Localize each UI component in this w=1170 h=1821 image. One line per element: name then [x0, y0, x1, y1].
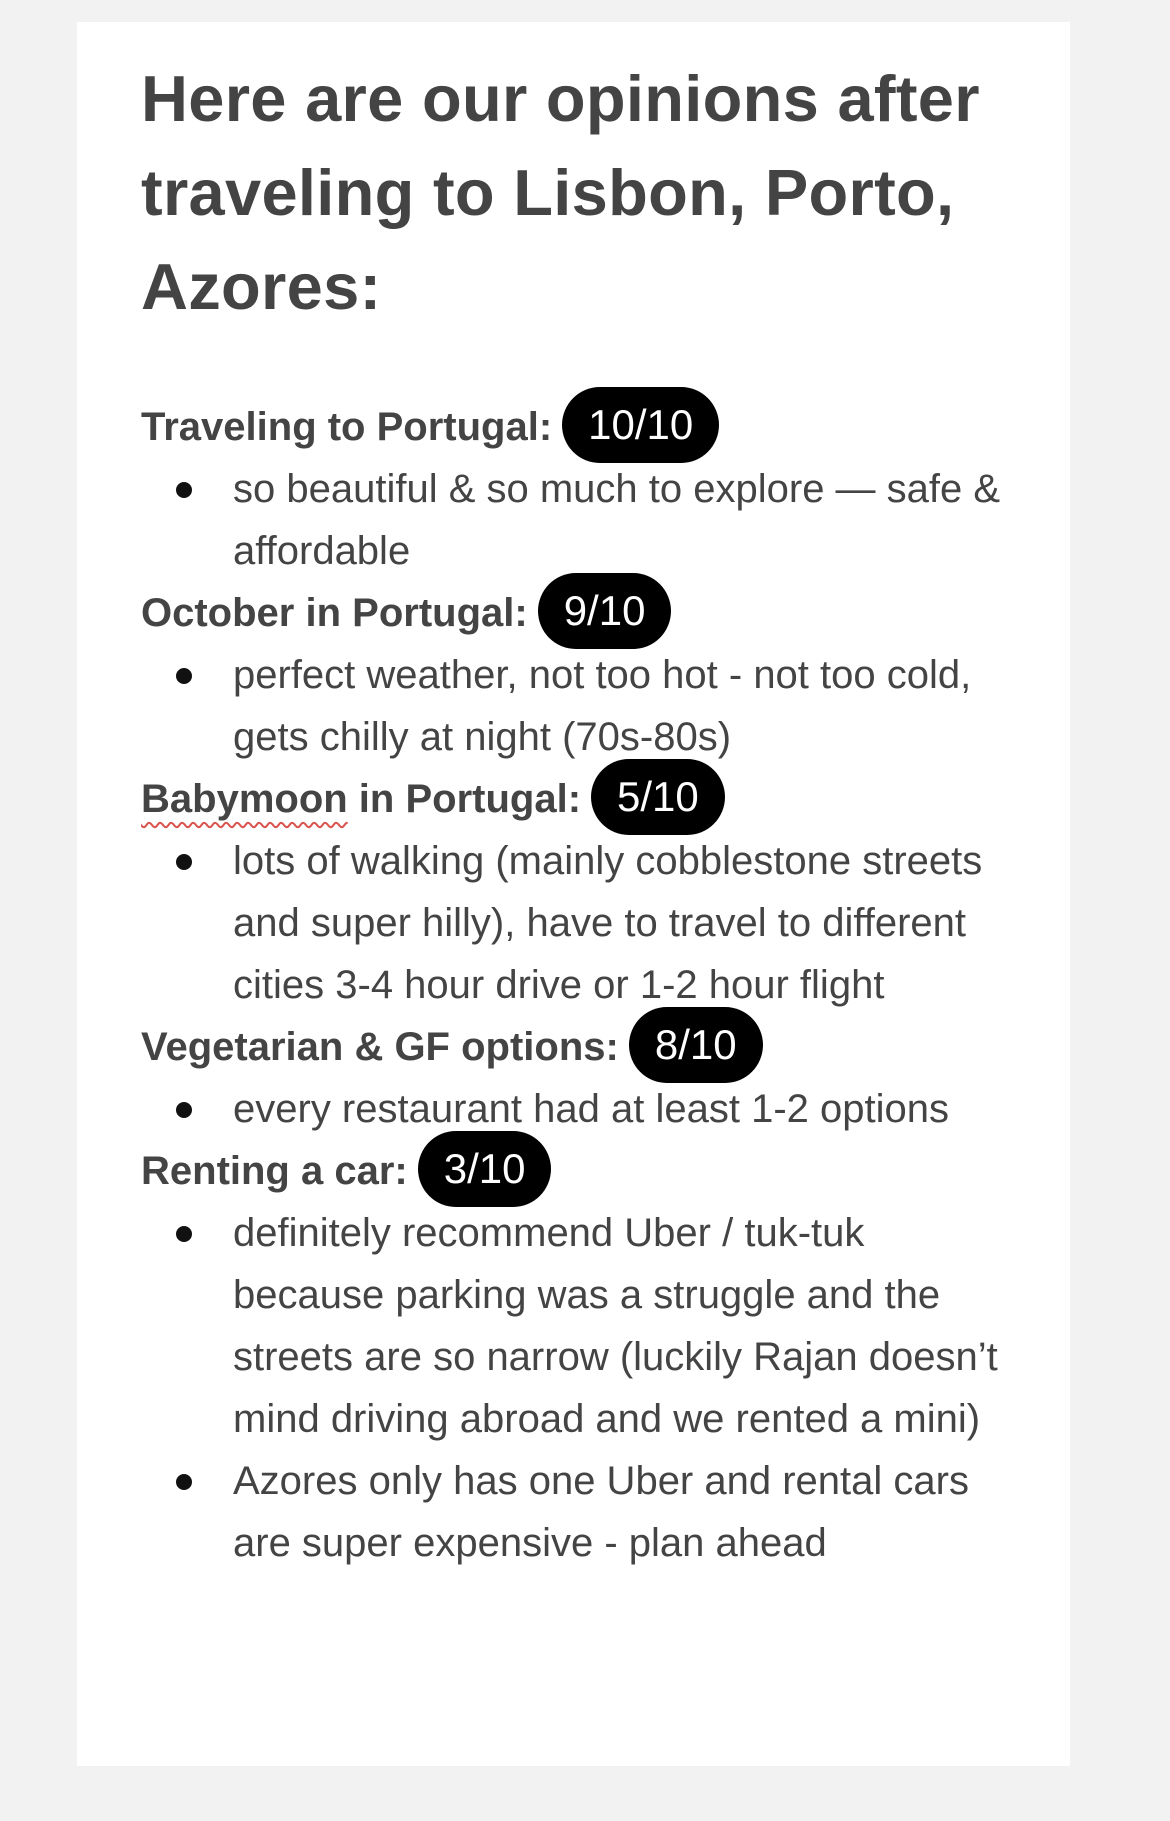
- section-label: Traveling to Portugal:: [141, 404, 553, 449]
- bullet-dot-icon: [176, 482, 192, 498]
- bullet-text: definitely recommend Uber / tuk-tuk because parking was a struggle and the streets are so narrow (luckily Rajan doesn’t mind driving abroad and we rented a mini): [233, 1211, 998, 1441]
- rating-badge: 5/10: [591, 759, 725, 835]
- bullet-text: lots of walking (mainly cobblestone streets and super hilly), have to travel to different cities 3-4 hour drive or 1-2 hour flight: [233, 839, 983, 1007]
- bullet-dot-icon: [176, 854, 192, 870]
- section-label: [141, 777, 581, 822]
- list-item: [141, 644, 1021, 768]
- note-card: [77, 22, 1070, 1766]
- opinion-list: [141, 396, 1021, 1574]
- misspelled-word[interactable]: Babymoon: [141, 776, 348, 821]
- rating-badge: 3/10: [418, 1131, 552, 1207]
- section-heading-traveling: [141, 396, 1021, 458]
- bullet-text: Azores only has one Uber and rental cars are super expensive - plan ahead: [233, 1459, 969, 1565]
- section-heading-vegetarian: [141, 1016, 1021, 1078]
- bullet-dot-icon: [176, 668, 192, 684]
- list-item: [141, 1450, 1021, 1574]
- bullet-dot-icon: [176, 1474, 192, 1490]
- bullet-text: so beautiful & so much to explore — safe & affordable: [233, 467, 1001, 573]
- rating-badge: 9/10: [538, 573, 672, 649]
- note-title: Here are our opinions after traveling to Lisbon, Porto, Azores:: [141, 62, 980, 323]
- bullet-text: every restaurant had at least 1-2 options: [233, 1087, 949, 1131]
- bullet-list: [141, 1202, 1021, 1574]
- bullet-dot-icon: [176, 1102, 192, 1118]
- list-item: [141, 458, 1021, 582]
- section-heading-october: [141, 582, 1021, 644]
- bullet-text: perfect weather, not too hot - not too cold, gets chilly at night (70s-80s): [233, 653, 972, 759]
- section-label: October in Portugal:: [141, 590, 528, 635]
- section-heading-renting: [141, 1140, 1021, 1202]
- bullet-list: [141, 458, 1021, 582]
- bullet-list: [141, 1078, 1021, 1140]
- section-label: Vegetarian & GF options:: [141, 1024, 619, 1069]
- rating-badge: 8/10: [629, 1007, 763, 1083]
- section-heading-babymoon: [141, 768, 1021, 830]
- section-label: Renting a car:: [141, 1148, 408, 1193]
- bullet-list: [141, 830, 1021, 1016]
- note-content: [141, 52, 1021, 1574]
- section-label-rest: in Portugal:: [347, 776, 582, 821]
- list-item: [141, 1078, 1021, 1140]
- bullet-dot-icon: [176, 1226, 192, 1242]
- rating-badge: 10/10: [562, 387, 719, 463]
- list-item: [141, 1202, 1021, 1450]
- list-item: [141, 830, 1021, 1016]
- bullet-list: [141, 644, 1021, 768]
